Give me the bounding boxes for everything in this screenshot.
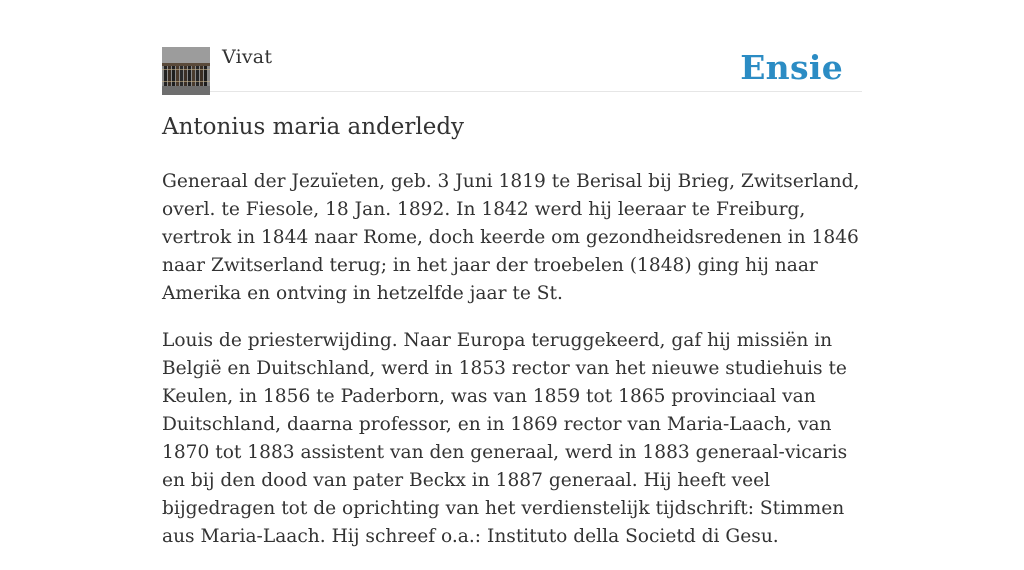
bookshelf-avatar-image: [162, 47, 210, 95]
author-name[interactable]: Vivat: [222, 46, 273, 68]
header: [162, 0, 862, 92]
page-content: [162, 0, 862, 547]
article-paragraph: Louis de priesterwijding. Naar Europa teruggekeerd, gaf hij missiën in België en Duitschland, werd in 1853 rector van het nieuwe studiehuis te Keulen, in 1856 te Paderborn, was van 1859 tot 1865 provinciaal van Duitschland, daarna professor, en in 1869 rector van Maria-Laach, van 1870 tot 1883 assistent van den generaal, werd in 1883 generaal-vicaris en bij den dood van pater Beckx in 1887 generaal. Hij heeft veel bijgedragen tot de oprichting van het verdienstelijk tijdschrift: Stimmen aus Maria-Laach. Hij schreef o.a.: Instituto della Societd di Gesu.: [162, 330, 848, 547]
article-title: Antonius maria anderledy: [162, 114, 465, 140]
article-paragraph: Generaal der Jezuïeten, geb. 3 Juni 1819 te Berisal bij Brieg, Zwitserland, overl. te Fiesole, 18 Jan. 1892. In 1842 werd hij leeraar te Freiburg, vertrok in 1844 naar Rome, doch keerde om gezondheidsredenen in 1846 naar Zwitserland terug; in het jaar der troebelen (1848) ging hij naar Amerika en ontving in hetzelfde jaar te St.: [162, 171, 860, 304]
article-body: [162, 168, 862, 570]
author-avatar[interactable]: [162, 47, 210, 95]
brand-logo[interactable]: Ensie: [740, 48, 843, 87]
